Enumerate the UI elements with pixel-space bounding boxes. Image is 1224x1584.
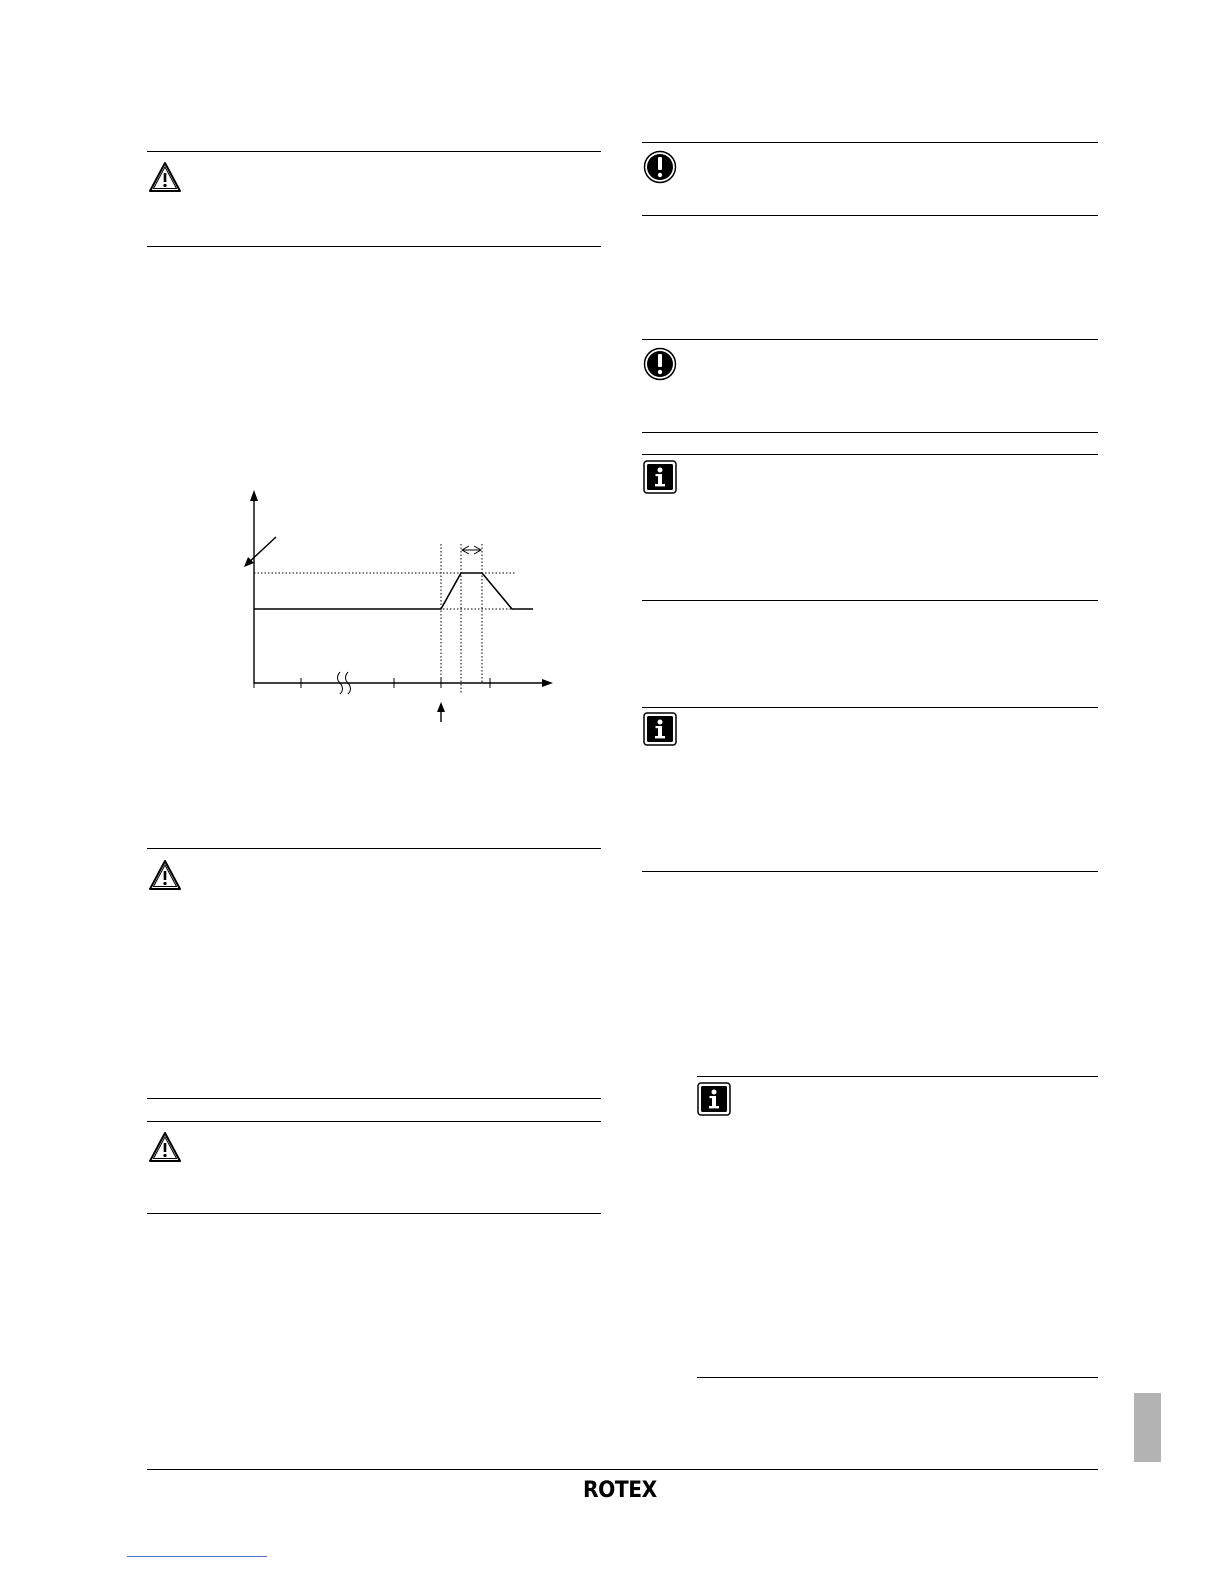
section-rule xyxy=(697,1377,1098,1378)
y-axis-arrowhead xyxy=(250,490,258,501)
rotex-logo: ROTEX xyxy=(583,1478,657,1503)
section-rule xyxy=(642,454,1098,455)
exclamation-circle-icon xyxy=(643,150,677,184)
section-rule xyxy=(147,1213,601,1214)
section-rule xyxy=(642,142,1098,143)
section-rule xyxy=(147,1098,601,1099)
exclamation-circle-icon xyxy=(643,347,677,381)
section-rule xyxy=(147,151,601,152)
section-rule xyxy=(147,848,601,849)
section-rule xyxy=(642,871,1098,872)
section-rule xyxy=(147,246,601,247)
event-arrowhead xyxy=(437,702,445,712)
section-rule xyxy=(642,215,1098,216)
footer-rule xyxy=(147,1469,1098,1470)
info-box-icon xyxy=(643,712,677,746)
page-thumb-tab xyxy=(1134,1393,1161,1462)
pointer-arrow xyxy=(247,537,276,564)
warning-triangle-icon xyxy=(148,1131,182,1163)
info-box-icon xyxy=(643,460,677,494)
warning-triangle-icon xyxy=(148,859,182,891)
x-axis-arrowhead xyxy=(542,679,553,687)
section-rule xyxy=(697,1076,1098,1077)
footer-link-underline[interactable] xyxy=(127,1556,267,1557)
section-rule xyxy=(642,432,1098,433)
timing-diagram xyxy=(230,488,570,733)
section-rule xyxy=(147,1121,601,1122)
section-rule xyxy=(642,600,1098,601)
timing-diagram-svg xyxy=(230,488,570,728)
signal-line xyxy=(254,573,533,609)
section-rule xyxy=(642,339,1098,340)
warning-triangle-icon xyxy=(148,161,182,193)
info-box-icon xyxy=(697,1082,731,1116)
section-rule xyxy=(642,707,1098,708)
